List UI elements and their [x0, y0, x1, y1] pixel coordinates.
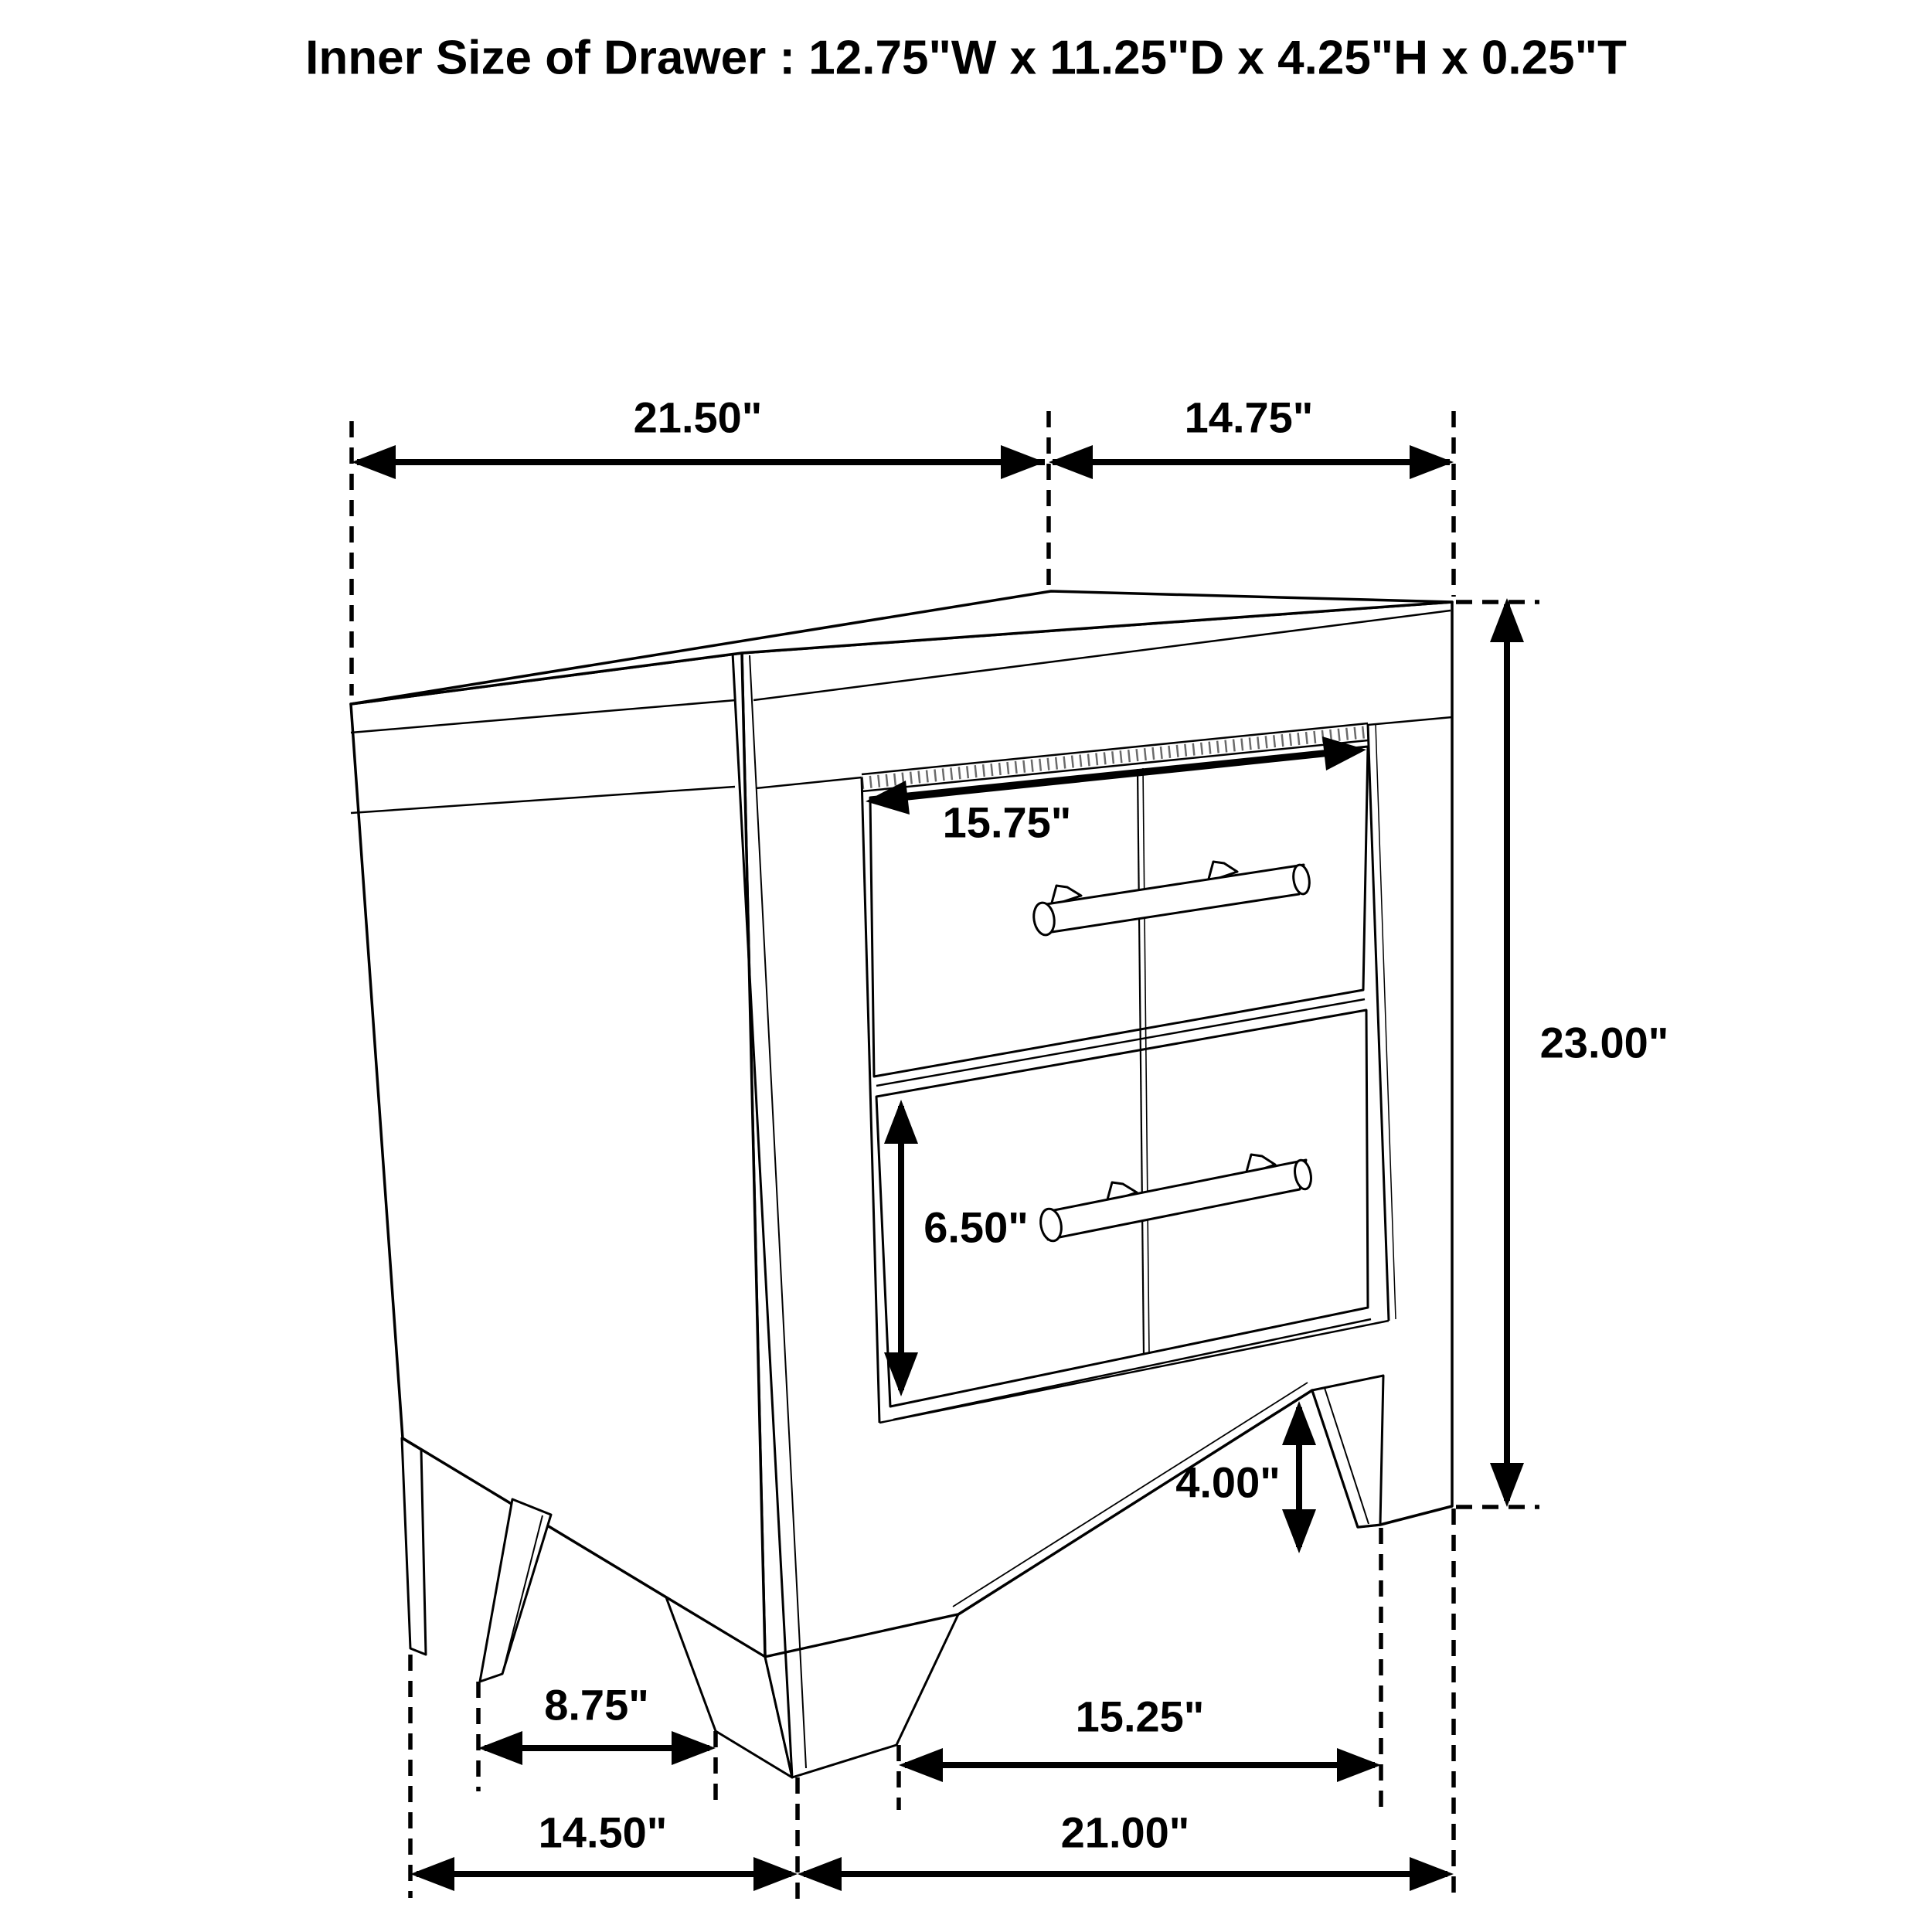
dim-label-drawer-width: 15.75" [942, 798, 1072, 847]
front-right-leg [1312, 1376, 1383, 1527]
dim-label-top-width: 21.50" [633, 393, 763, 442]
dim-label-base-depth: 14.50" [538, 1808, 668, 1857]
back-left-leg [402, 1438, 426, 1655]
diagram-title: Inner Size of Drawer : 12.75"W x 11.25"D x 4.25"H x 0.25"T [305, 31, 1627, 85]
dim-label-front-leg-inner-spacing: 15.25" [1075, 1692, 1205, 1741]
dim-label-overall-height: 23.00" [1539, 1018, 1669, 1067]
dim-label-top-depth: 14.75" [1184, 393, 1314, 442]
dim-label-side-leg-inner-spacing: 8.75" [544, 1680, 649, 1730]
dim-label-leg-height: 4.00" [1175, 1458, 1281, 1507]
dim-label-drawer-front-height: 6.50" [923, 1202, 1029, 1252]
dim-label-base-width: 21.00" [1060, 1808, 1190, 1857]
